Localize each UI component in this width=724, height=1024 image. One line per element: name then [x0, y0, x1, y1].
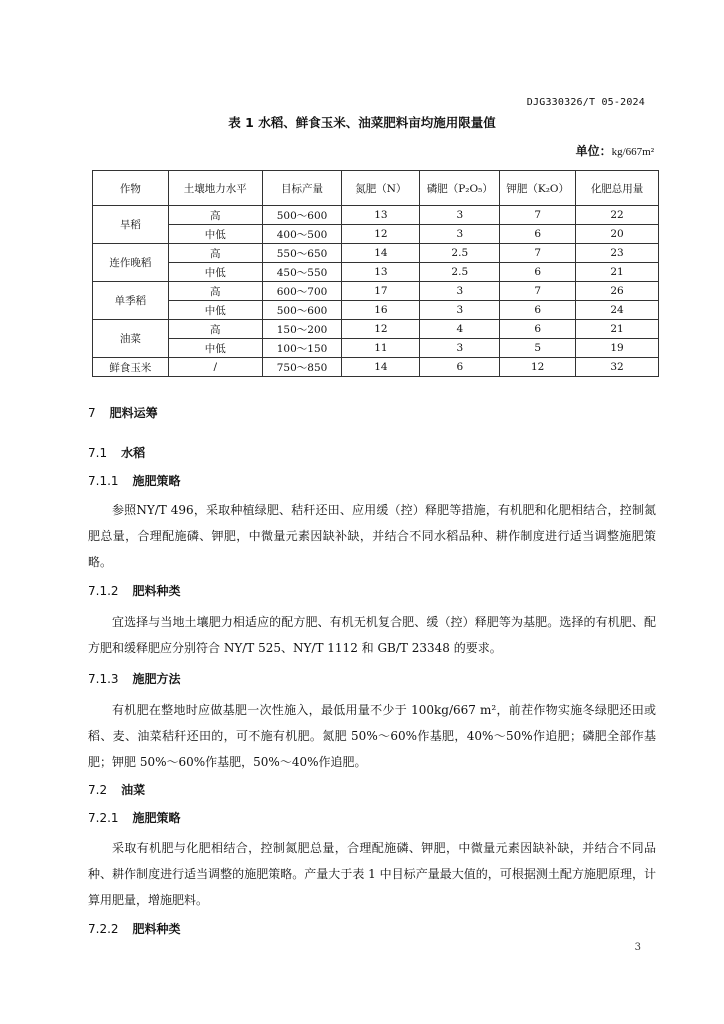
document-number: DJG330326/T 05-2024	[526, 97, 645, 108]
table-cell-n: 12	[342, 320, 420, 339]
table-cell-yield: 500～600	[262, 301, 342, 320]
table-cell-total: 20	[576, 225, 659, 244]
table-cell-k: 5	[500, 339, 576, 358]
table-cell-n: 17	[342, 282, 420, 301]
section-heading: 7.2.1 施肥策略	[88, 811, 181, 825]
crop-cell: 单季稻	[93, 282, 169, 320]
table-cell-total: 22	[576, 206, 659, 225]
section-heading: 7.1.3 施肥方法	[88, 672, 181, 686]
table-cell-p: 3	[420, 339, 500, 358]
paragraph: 有机肥在整地时应做基肥一次性施入，最低用量不少于 100kg/667 m²，前茬作物实施冬绿肥还田或稻、麦、油菜秸秆还田的，可不施有机肥。氮肥 50%～60%作基肥，40%～50%作追肥；磷肥全部作基肥；钾肥 50%～60%作基肥，50%～40%作追肥。	[88, 703, 656, 769]
paragraph: 参照NY/T 496，采取种植绿肥、秸秆还田、应用缓（控）释肥等措施，有机肥和化肥相结合，控制氮肥总量，合理配施磷、钾肥，中微量元素因缺补缺，并结合不同水稻品种、耕作制度进行适当调整施肥策略。	[88, 503, 656, 569]
crop-cell: 连作晚稻	[93, 244, 169, 282]
table-cell-n: 11	[342, 339, 420, 358]
table-row	[93, 320, 659, 339]
crop-cell: 旱稻	[93, 206, 169, 244]
table-cell-p: 3	[420, 225, 500, 244]
section-heading: 7.2 油菜	[88, 783, 146, 797]
paragraph: 采取有机肥与化肥相结合，控制氮肥总量，合理配施磷、钾肥，中微量元素因缺补缺，并结合不同品种、耕作制度进行适当调整的施肥策略。产量大于表 1 中目标产量最大值的，可根据测土配方施肥原理，计算用肥量，增施肥料。	[88, 841, 656, 907]
column-header: 目标产量	[262, 171, 342, 206]
table-cell-k: 6	[500, 225, 576, 244]
table-cell-yield: 550～650	[262, 244, 342, 263]
unit-label: 单位：	[575, 144, 612, 158]
table-cell-total: 21	[576, 320, 659, 339]
table-cell-p: 3	[420, 206, 500, 225]
table-cell-k: 7	[500, 244, 576, 263]
table-cell-level: 高	[168, 206, 262, 225]
table-body	[93, 206, 659, 377]
table-cell-k: 12	[500, 358, 576, 377]
table-cell-n: 14	[342, 244, 420, 263]
table-cell-yield: 450～550	[262, 263, 342, 282]
table-cell-total: 24	[576, 301, 659, 320]
table-cell-yield: 400～500	[262, 225, 342, 244]
table-row	[93, 358, 659, 377]
table-cell-level: 高	[168, 244, 262, 263]
table-row	[93, 206, 659, 225]
table-cell-level: 高	[168, 282, 262, 301]
table-cell-k: 6	[500, 263, 576, 282]
table-cell-level: 中低	[168, 263, 262, 282]
unit-value: kg/667m²	[611, 146, 654, 158]
section-heading: 7 肥料运筹	[88, 406, 158, 420]
table-cell-p: 4	[420, 320, 500, 339]
table-cell-level: 高	[168, 320, 262, 339]
column-header: 磷肥（P₂O₅）	[420, 171, 500, 206]
table-row	[93, 282, 659, 301]
table-cell-n: 16	[342, 301, 420, 320]
table-cell-n: 13	[342, 263, 420, 282]
table-cell-p: 3	[420, 282, 500, 301]
table-unit	[576, 142, 654, 159]
table-cell-n: 13	[342, 206, 420, 225]
table-cell-yield: 500～600	[262, 206, 342, 225]
table-cell-level: 中低	[168, 225, 262, 244]
table-cell-level: /	[168, 358, 262, 377]
table-cell-level: 中低	[168, 339, 262, 358]
column-header: 作物	[93, 171, 169, 206]
crop-cell: 鲜食玉米	[93, 358, 169, 377]
paragraph: 宜选择与当地土壤肥力相适应的配方肥、有机无机复合肥、缓（控）释肥等为基肥。选择的有机肥、配方肥和缓释肥应分别符合 NY/T 525、NY/T 1112 和 GB/T 23348 的要求。	[88, 615, 656, 655]
table-cell-total: 32	[576, 358, 659, 377]
column-header: 土壤地力水平	[168, 171, 262, 206]
page-number: 3	[634, 942, 641, 953]
section-heading: 7.1 水稻	[88, 446, 146, 460]
table-cell-p: 6	[420, 358, 500, 377]
table-header-row	[93, 171, 659, 206]
table-cell-total: 21	[576, 263, 659, 282]
table-cell-level: 中低	[168, 301, 262, 320]
table-cell-p: 3	[420, 301, 500, 320]
section-heading: 7.1.2 肥料种类	[88, 584, 181, 598]
table-cell-p: 2.5	[420, 244, 500, 263]
table-row	[93, 339, 659, 358]
column-header: 化肥总用量	[576, 171, 659, 206]
table-cell-yield: 750～850	[262, 358, 342, 377]
table-cell-p: 2.5	[420, 263, 500, 282]
table-cell-yield: 100～150	[262, 339, 342, 358]
table-cell-yield: 150～200	[262, 320, 342, 339]
table-cell-k: 6	[500, 320, 576, 339]
table-cell-k: 7	[500, 282, 576, 301]
table-cell-yield: 600～700	[262, 282, 342, 301]
table-cell-n: 12	[342, 225, 420, 244]
table-cell-total: 23	[576, 244, 659, 263]
table-row	[93, 244, 659, 263]
fertilizer-limit-table	[92, 170, 659, 377]
column-header: 氮肥（N）	[342, 171, 420, 206]
table-cell-k: 6	[500, 301, 576, 320]
table-cell-total: 26	[576, 282, 659, 301]
column-header: 钾肥（K₂O）	[500, 171, 576, 206]
table-cell-k: 7	[500, 206, 576, 225]
table-row	[93, 301, 659, 320]
section-heading: 7.2.2 肥料种类	[88, 922, 181, 936]
table-row	[93, 225, 659, 244]
table-cell-n: 14	[342, 358, 420, 377]
table-row	[93, 263, 659, 282]
table-cell-total: 19	[576, 339, 659, 358]
table-caption: 表 1 水稻、鲜食玉米、油菜肥料亩均施用限量值	[228, 115, 496, 130]
section-heading: 7.1.1 施肥策略	[88, 474, 181, 488]
crop-cell: 油菜	[93, 320, 169, 358]
